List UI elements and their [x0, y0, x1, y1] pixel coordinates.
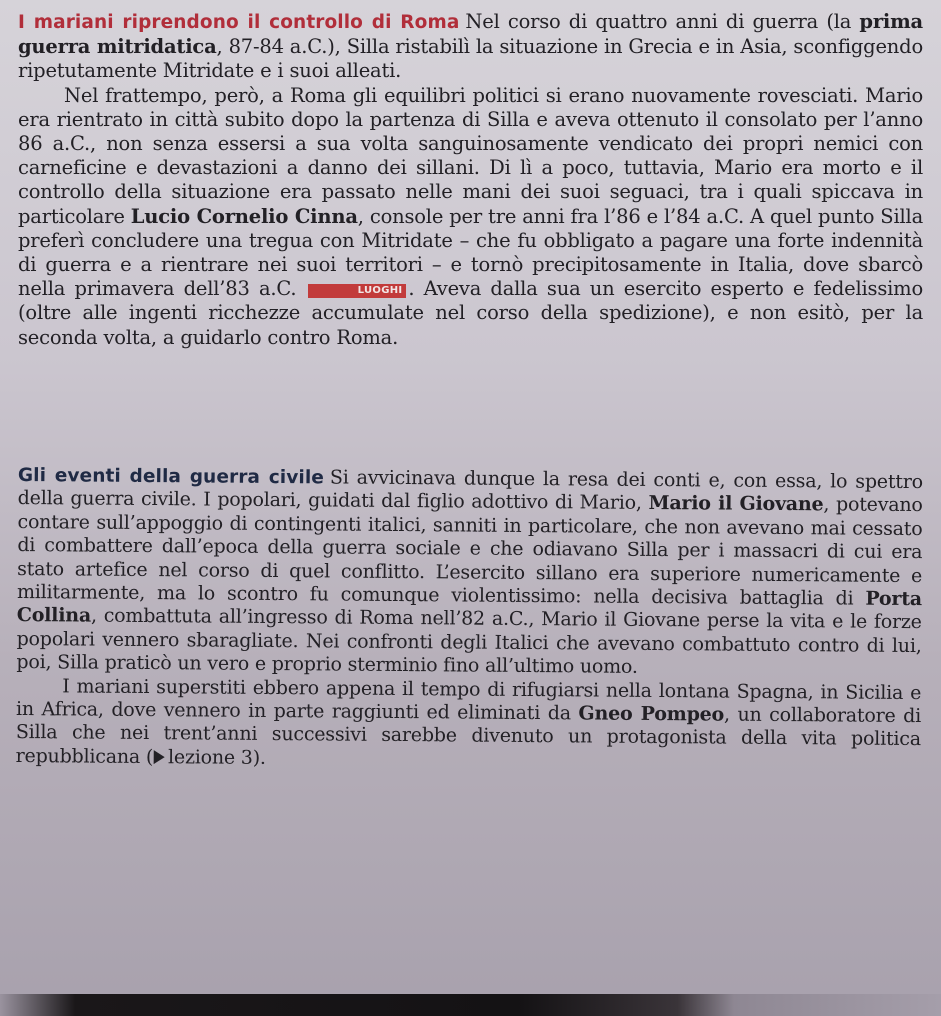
key-term: Porta Collina — [16, 587, 923, 628]
text-run: , combattuta all’ingresso di Roma nell’82 a.C., Mario il Giovane perse la vita e le forze popolari vennero sbaragliate. Nei confronti degli Italici che avevano combattuto contro di lui, poi, Silla praticò un vero e proprio sterminio fino all’ultimo uomo. — [16, 605, 922, 679]
play-arrow-icon[interactable] — [154, 750, 165, 764]
key-term: Lucio Cornelio Cinna — [130, 204, 358, 228]
key-term: prima guerra mitridatica — [18, 10, 923, 59]
section-heading: Gli eventi della guerra civile — [17, 464, 325, 489]
text-run: I mariani superstiti ebbero appena il tempo di rifugiarsi nella lontana Spagna, in Sicilia e in Africa, dove vennero in parte raggiunti ed eliminati da — [15, 675, 922, 725]
key-term: Mario il Giovane — [648, 492, 824, 516]
key-term: Gneo Pompeo — [578, 702, 725, 726]
cross-reference[interactable]: lezione 3). — [168, 746, 266, 769]
section-mariani — [18, 10, 923, 350]
page-bottom-shadow — [0, 994, 941, 1016]
section-guerra-civile — [16, 464, 923, 775]
text-run: Nel corso di quattro anni di guerra (la — [465, 10, 860, 33]
section-heading: I mariani riprendono il controllo di Roma — [18, 12, 460, 33]
paragraph — [18, 84, 923, 350]
luoghi-badge[interactable]: LUOGHI — [308, 284, 407, 298]
text-run: Nel frattempo, però, a Roma gli equilibri politici si erano nuovamente rovesciati. Mario era rientrato in città subito dopo la partenza di Silla e aveva ottenuto il consolato per l’anno 86 a.C., non senza essersi a sua volta sanguinosamente vendicato dei propri nemici con carneficine e devastazioni a danno dei sillani. Di lì a poco, tuttavia, Mario era morto e il controllo della situazione era passato nelle mani dei suoi seguaci, tra i quali spiccava in particolare — [18, 83, 923, 228]
text-run: , 87-84 a.C.), Silla ristabilì la situazione in Grecia e in Asia, sconfiggendo ripetutamente Mitridate e i suoi alleati. — [18, 35, 923, 83]
text-run: , console per tre anni fra l’86 e l’84 a.C. A quel punto Silla preferì concludere una tregua con Mitridate – che fu obbligato a pagare una forte indennità di guerra e a rientrare nei suoi territori – e tornò precipitosamente in Italia, dove sbarcò nella primavera dell’83 a.C. — [18, 204, 923, 301]
text-run: . Aveva dalla sua un esercito esperto e fedelissimo (oltre alle ingenti ricchezze accumulate nel corso della spedizione), e non esitò, per la seconda volta, a guidarlo contro Roma. — [18, 277, 924, 349]
paragraph — [16, 675, 922, 776]
paragraph — [18, 10, 923, 84]
text-run: Si avvicinava dunque la resa dei conti e, con essa, lo spettro della guerra civile. I popolari, guidati dal figlio adottivo di Mario, — [17, 466, 923, 515]
text-run: , un collaboratore di Silla che nei trent’anni successivi sarebbe divenuto un protagonista della vita politica repubblicana ( — [15, 703, 922, 768]
paragraph — [16, 464, 923, 682]
text-run: , potevano contare sull’appoggio di contingenti italici, sanniti in particolare, che non avevano mai cessato di combattere dall’epoca della guerra sociale e che odiavano Silla per i massacri di cui era stato artefice nel corso di quel conflitto. L’esercito sillano era superiore numericamente e militarmente, ma lo scontro fu comunque violentissimo: nella decisiva battaglia di — [16, 493, 923, 610]
